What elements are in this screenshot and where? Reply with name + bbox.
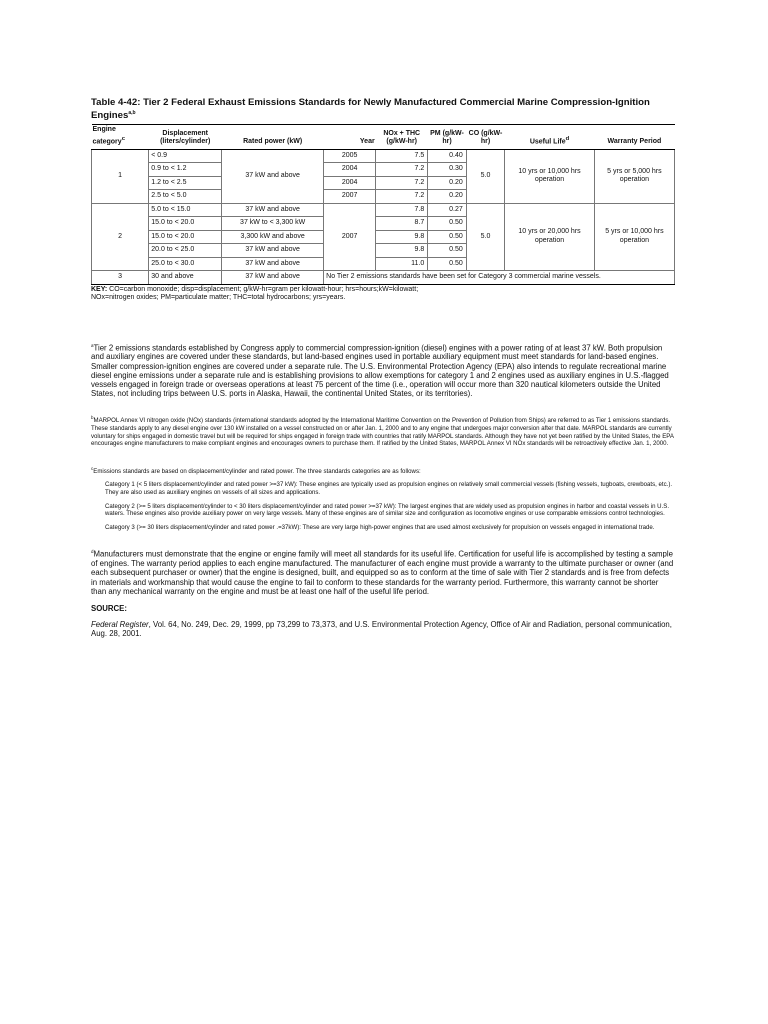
- emissions-standards-table: [91, 124, 675, 284]
- cell-displacement: 1.2 to < 2.5: [149, 176, 222, 190]
- cat2-useful-life: 10 yrs or 20,000 hrs operation: [505, 203, 595, 271]
- cat2-co: 5.0: [466, 203, 505, 271]
- footnote-marker: d: [91, 549, 94, 555]
- cell-rated-power: 37 kW and above: [222, 244, 324, 258]
- cell-pm: 0.40: [428, 149, 467, 163]
- footnote-c: [91, 465, 675, 476]
- cell-displacement: 15.0 to < 20.0: [149, 230, 222, 244]
- header-displacement: Displacement (liters/cylinder): [149, 125, 222, 149]
- cat1-rated-power: 37 kW and above: [222, 149, 324, 203]
- footnote-c-category-1: Category 1 (< 5 liters displacement/cylinder and rated power >=37 kW): These engines are typically used as propulsion engines on relatively small commercial vessels (fishing vessels, tugboats, crewboats, etc.). They are also used as auxiliary engines on vessels of all sizes and applications.: [105, 481, 673, 496]
- cell-pm: 0.50: [428, 217, 467, 231]
- cell-rated-power: 37 kW and above: [222, 271, 324, 285]
- cell-pm: 0.20: [428, 190, 467, 204]
- cell-rated-power: 37 kW and above: [222, 203, 324, 217]
- cell-year: 2007: [324, 190, 376, 204]
- table-title-footnote-marker: a,b: [128, 110, 136, 116]
- cell-pm: 0.27: [428, 203, 467, 217]
- cell-displacement: < 0.9: [149, 149, 222, 163]
- footnote-d: [91, 547, 675, 596]
- cell-displacement: 5.0 to < 15.0: [149, 203, 222, 217]
- cell-pm: 0.50: [428, 257, 467, 271]
- table-title-text: Table 4-42: Tier 2 Federal Exhaust Emissions Standards for Newly Manufactured Commercial Marine Compression-Ignition Engines: [91, 97, 650, 122]
- table-row: [92, 203, 675, 217]
- footnote-text: MARPOL Annex VI nitrogen oxide (NOx) standards (international standards adopted by the International Maritime Convention on the Prevention of Pollution from Ships) are referred to as Tier 1 emissions standards. These standards apply to any diesel engine over 130 kW installed on a vessel constructed on or after Jan. 1, 2000 and to any engine that undergoes major conversion after that date. MARPOL standards are currently voluntary for ships engaged in domestic travel but will be required for ships engaged in foreign trade with countries that ratify MARPOL standards. Although they have not yet been ratified by the United States, the EPA encourages engine manufacturers to make compliant engines and encourages owners to purchase them. If ratified by the United States, MARPOL Annex VI NOx standards will be retroactively effective Jan. 1, 2000.: [91, 417, 674, 448]
- source-publication: Federal Register: [91, 619, 149, 629]
- cell-nox-thc: 8.7: [376, 217, 428, 231]
- cell-nox-thc: 9.8: [376, 230, 428, 244]
- cat2-warranty: 5 yrs or 10,000 hrs operation: [594, 203, 674, 271]
- cell-displacement: 25.0 to < 30.0: [149, 257, 222, 271]
- source-details: , Vol. 64, No. 249, Dec. 29, 1999, pp 73,299 to 73,373, and U.S. Environmental Protection Agency, Office of Air and Radiation, personal communication, Aug. 28, 2001.: [91, 619, 672, 639]
- footnote-text: Tier 2 emissions standards established by Congress apply to commercial compression-ignition (diesel) engines with a power rating of at least 37 kW. Both propulsion and auxiliary engines are covered under these standards, but land-based engines used in portable auxiliary equipment must meet standards for land-based engines. Smaller compression-ignition engines are covered under a separate rule. The U.S. Environmental Protection Agency (EPA) also intends to regulate recreational marine diesel engine emissions under a separate rule and is establishing provisions to allow exemptions for category 1 and 2 engines used as auxiliary engines in U.S.-flagged vessels engaged in foreign trade or overseas operations at least 75 percent of the time (i.e., operation will occur more than 320 nautical kilometers outside the United States, not including trips between U.S. ports in Alaska, Hawaii, the continental United States, or its territories).: [91, 343, 669, 399]
- key-line-1: CO=carbon monoxide; disp=displacement; g/kW-hr=gram per kilowatt-hour; hrs=hours;kW=kilowatt;: [107, 285, 419, 293]
- footnote-a: [91, 341, 675, 399]
- cell-year: 2004: [324, 163, 376, 177]
- header-warranty-period: Warranty Period: [594, 125, 674, 149]
- cell-pm: 0.30: [428, 163, 467, 177]
- cell-displacement: 2.5 to < 5.0: [149, 190, 222, 204]
- footnote-marker: b: [91, 415, 94, 421]
- cell-pm: 0.20: [428, 176, 467, 190]
- table-key: [91, 286, 675, 303]
- header-year: Year: [324, 125, 376, 149]
- header-co: CO (g/kW-hr): [466, 125, 505, 149]
- cat3-note: No Tier 2 emissions standards have been set for Category 3 commercial marine vessels.: [324, 271, 675, 285]
- table-header-row: [92, 125, 675, 149]
- key-label: KEY:: [91, 285, 108, 293]
- cat1-co: 5.0: [466, 149, 505, 203]
- header-pm: PM (g/kW-hr): [428, 125, 467, 149]
- cell-displacement: 30 and above: [149, 271, 222, 285]
- table-row: [92, 149, 675, 163]
- key-line-2: NOx=nitrogen oxides; PM=particulate matter; THC=total hydrocarbons; yrs=years.: [91, 294, 346, 302]
- footnote-c-category-2: Category 2 (>= 5 liters displacement/cylinder to < 30 liters displacement/cylinder and rated power >=37 kW): The largest engines that are widely used as propulsion engines in harbor and coastal vessels in U.S. waters. These engines also provide auxiliary power on very large vessels. Many of these engines are of similar size and configuration as locomotive engines or use comparable emissions control technologies.: [105, 502, 670, 518]
- cat1-useful-life: 10 yrs or 10,000 hrs operation: [505, 149, 595, 203]
- cell-pm: 0.50: [428, 244, 467, 258]
- cell-nox-thc: 7.2: [376, 176, 428, 190]
- cell-nox-thc: 7.5: [376, 149, 428, 163]
- cat2-year: 2007: [324, 203, 376, 271]
- header-rated-power: Rated power (kW): [222, 125, 324, 149]
- cell-pm: 0.50: [428, 230, 467, 244]
- cell-nox-thc: 7.8: [376, 203, 428, 217]
- header-engine-category: Engine category$^c$: [92, 125, 149, 149]
- header-nox-thc: NOx + THC (g/kW-hr): [376, 125, 428, 149]
- footnote-marker: a: [91, 342, 94, 348]
- cell-year: 2005: [324, 149, 376, 163]
- document-page: [91, 97, 675, 638]
- cell-rated-power: 3,300 kW and above: [222, 230, 324, 244]
- cat2-category: 2: [92, 203, 149, 271]
- footnote-text: Manufacturers must demonstrate that the engine or engine family will meet all standards for its useful life. Certification for useful life is accomplished by testing a sample of engines. The warranty period applies to each engine manufactured. The manufacturer of each engine must provide a warranty to the ultimate purchaser or owner (and each subsequent purchaser or owner) that the engine is designed, built, and equipped so as to conform at the time of sale with Tier 2 standards and is free from defects in materials and workmanship that would cause the engine to fail to conform to these standards for the warranty period. Furthermore, this warranty cannot be shorter than any mechanical warranty on the engine and must be at least one half of the useful life period.: [91, 549, 674, 596]
- cell-nox-thc: 9.8: [376, 244, 428, 258]
- cell-nox-thc: 7.2: [376, 163, 428, 177]
- cat3-category: 3: [92, 271, 149, 285]
- cell-nox-thc: 7.2: [376, 190, 428, 204]
- footnote-marker: c: [91, 465, 94, 471]
- cell-displacement: 15.0 to < 20.0: [149, 217, 222, 231]
- cell-rated-power: 37 kW to < 3,300 kW: [222, 217, 324, 231]
- footnote-b: [91, 414, 675, 447]
- cell-nox-thc: 11.0: [376, 257, 428, 271]
- table-title: [91, 97, 675, 121]
- source-citation: [91, 620, 675, 638]
- source-label: SOURCE:: [91, 603, 127, 613]
- table-row: [92, 271, 675, 285]
- header-useful-life: Useful Life$^d$: [505, 125, 595, 149]
- footnote-c-category-3: Category 3 (>= 30 liters displacement/cylinder and rated power .=37kW): These are very large high-power engines that are used almost exclusively for propulsion on vessels engaged in international trade.: [105, 523, 655, 531]
- cell-year: 2004: [324, 176, 376, 190]
- cell-displacement: 20.0 to < 25.0: [149, 244, 222, 258]
- cat1-warranty: 5 yrs or 5,000 hrs operation: [594, 149, 674, 203]
- cell-rated-power: 37 kW and above: [222, 257, 324, 271]
- footnote-text: Emissions standards are based on displacement/cylinder and rated power. The three standards categories are as follows:: [93, 467, 421, 475]
- cell-displacement: 0.9 to < 1.2: [149, 163, 222, 177]
- cat1-category: 1: [92, 149, 149, 203]
